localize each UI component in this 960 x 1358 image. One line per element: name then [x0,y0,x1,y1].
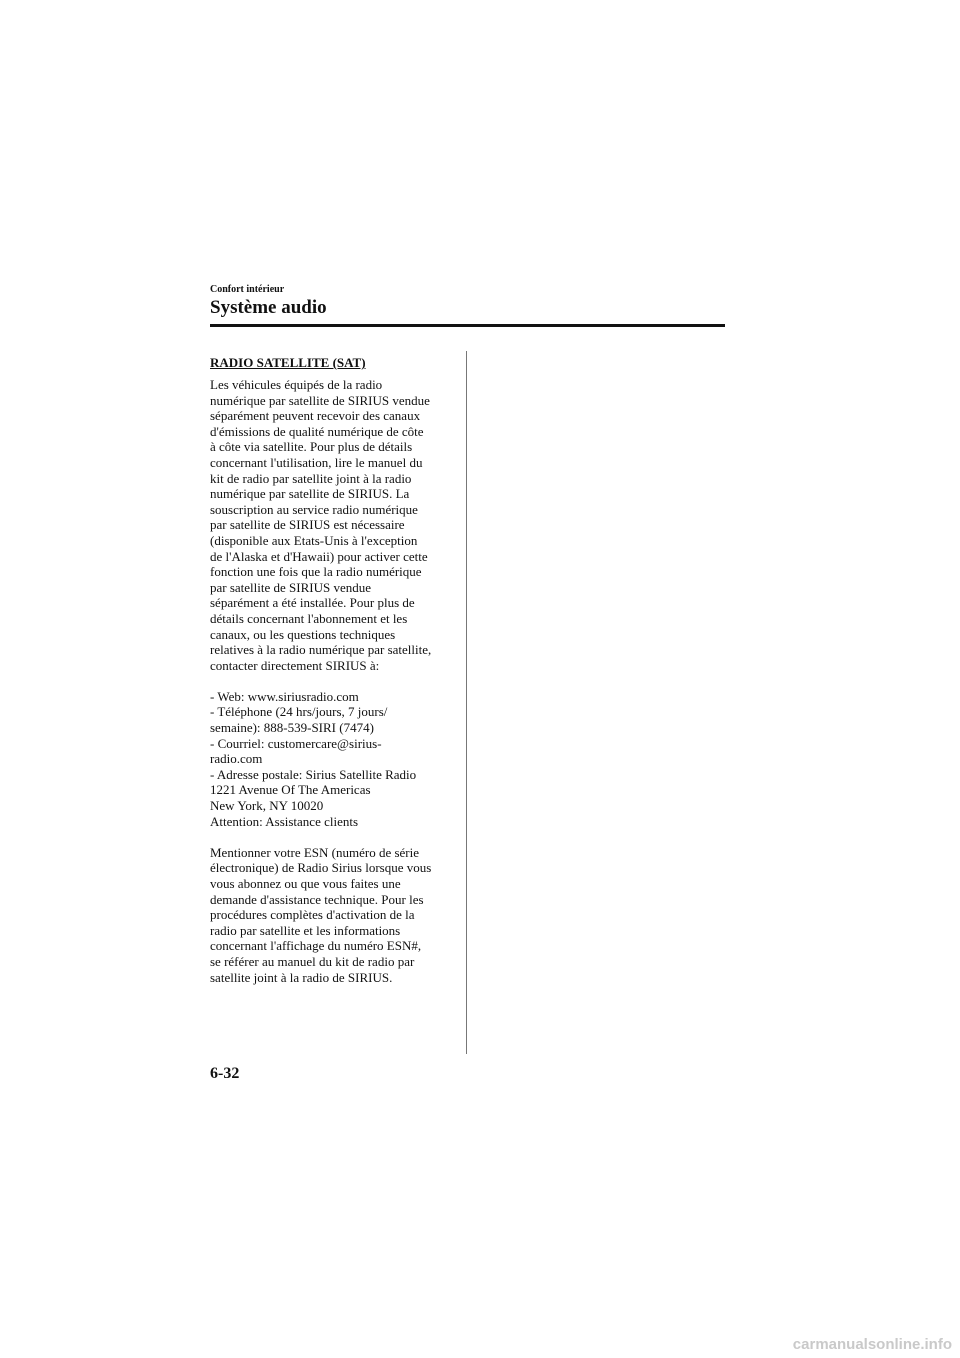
text-line: fonction une fois que la radio numérique [210,564,422,580]
text-line: d'émissions de qualité numérique de côte [210,423,424,439]
text-line: contacter directement SIRIUS à: [210,657,380,673]
column-divider [466,351,467,1054]
text-line: séparément a été installée. Pour plus de [210,595,415,611]
postal-address-street: 1221 Avenue Of The Americas [210,782,371,798]
text-line: détails concernant l'abonnement et les [210,610,408,626]
watermark: carmanualsonline.info [792,1336,952,1353]
contact-info [210,689,458,829]
section-kicker: Confort intérieur [210,284,285,295]
esn-paragraph [210,845,458,985]
section-heading: RADIO SATELLITE (SAT) [210,355,366,370]
text-line: par satellite de SIRIUS est nécessaire [210,517,405,533]
text-line: Mentionner votre ESN (numéro de série [210,844,420,860]
section-title: Système audio [210,297,327,318]
text-line: numérique par satellite de SIRIUS vendue [210,392,430,408]
intro-paragraph [210,377,458,673]
phone-line: - Téléphone (24 hrs/jours, 7 jours/ [210,704,388,720]
postal-address-line: - Adresse postale: Sirius Satellite Radio [210,766,417,782]
text-line: canaux, ou les questions techniques [210,626,396,642]
web-line: - Web: www.siriusradio.com [210,688,359,704]
text-line: concernant l'utilisation, lire le manuel du [210,454,423,470]
paragraph-spacer [210,673,458,689]
text-line: séparément peuvent recevoir des canaux [210,408,421,424]
postal-address-attention: Attention: Assistance clients [210,813,359,829]
text-line: satellite joint à la radio de SIRIUS. [210,969,393,985]
text-line: (disponible aux Etats-Unis à l'exception [210,532,418,548]
text-line: relatives à la radio numérique par satellite, [210,642,432,658]
text-line: électronique) de Radio Sirius lorsque vous [210,860,432,876]
paragraph-spacer [210,829,458,845]
text-line: se référer au manuel du kit de radio par [210,953,415,969]
header-rule [210,324,725,327]
text-line: souscription au service radio numérique [210,501,418,517]
text-line: Les véhicules équipés de la radio [210,377,383,392]
text-line: concernant l'affichage du numéro ESN#, [210,938,422,954]
text-line: vous abonnez ou que vous faites une [210,876,401,891]
email-line: - Courriel: customercare@sirius- [210,735,382,751]
text-line: à côte via satellite. Pour plus de détails [210,439,413,455]
postal-address-city: New York, NY 10020 [210,798,324,814]
text-line: par satellite de SIRIUS vendue [210,579,372,595]
phone-line-cont: semaine): 888-539-SIRI (7474) [210,720,374,736]
text-line: de l'Alaska et d'Hawaii) pour activer cette [210,548,428,564]
text-line: procédures complètes d'activation de la [210,907,415,923]
text-line: numérique par satellite de SIRIUS. La [210,486,410,502]
page-number: 6-32 [210,1065,240,1082]
left-column [210,355,458,985]
text-line: radio par satellite et les informations [210,922,401,938]
text-line: kit de radio par satellite joint à la radio [210,470,412,486]
text-line: demande d'assistance technique. Pour les [210,891,424,907]
email-line-cont: radio.com [210,751,263,767]
